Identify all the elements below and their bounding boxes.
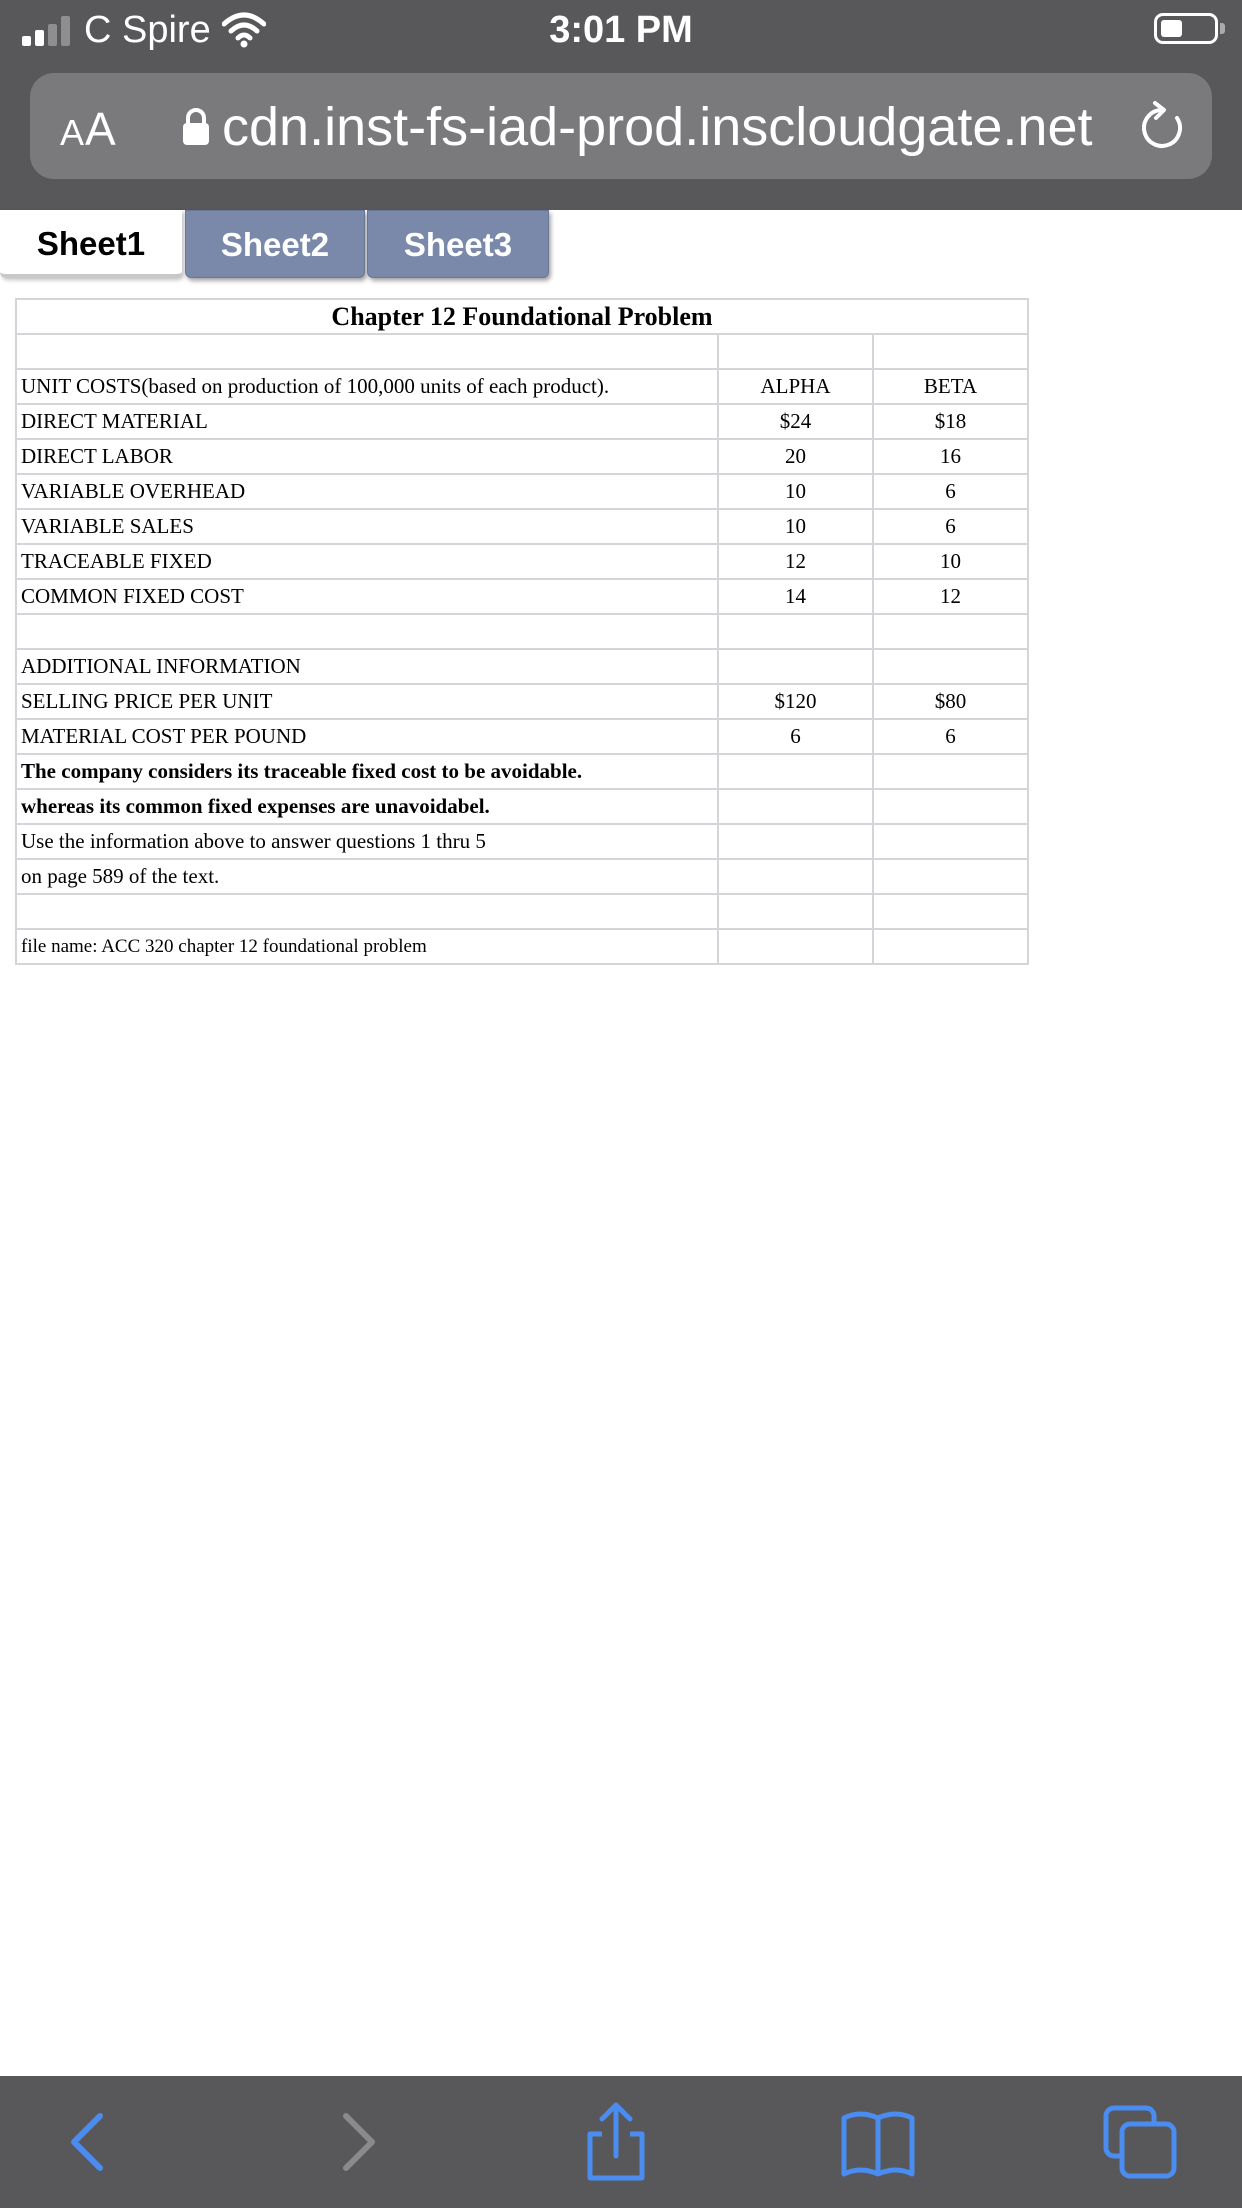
table-row	[16, 754, 1028, 789]
table-row	[16, 474, 1028, 509]
table-cell: ADDITIONAL INFORMATION	[16, 649, 718, 684]
table-cell	[718, 859, 873, 894]
table-row	[16, 614, 1028, 649]
table-row	[16, 929, 1028, 964]
lock-icon	[180, 107, 212, 147]
table-cell	[873, 334, 1028, 369]
aa-small-label: A	[60, 112, 86, 153]
table-cell	[718, 649, 873, 684]
table-row	[16, 509, 1028, 544]
column-header-alpha: ALPHA	[718, 369, 873, 404]
spreadsheet-table	[15, 298, 1029, 965]
sheet-tabs	[0, 210, 1242, 282]
table-cell: 10	[873, 544, 1028, 579]
table-cell	[873, 929, 1028, 964]
table-row	[16, 579, 1028, 614]
table-cell: The company considers its traceable fixed cost to be avoidable.	[16, 754, 718, 789]
bookmarks-icon[interactable]	[838, 2102, 918, 2182]
table-cell: 10	[718, 474, 873, 509]
table-cell: SELLING PRICE PER UNIT	[16, 684, 718, 719]
table-cell: $80	[873, 684, 1028, 719]
table-row	[16, 439, 1028, 474]
table-row	[16, 649, 1028, 684]
aa-big-label: A	[85, 103, 117, 155]
browser-toolbar	[0, 2076, 1242, 2208]
table-cell: MATERIAL COST PER POUND	[16, 719, 718, 754]
table-cell: UNIT COSTS(based on production of 100,000 units of each product).	[16, 369, 718, 404]
table-cell	[718, 824, 873, 859]
tab-sheet2[interactable]: Sheet2	[185, 210, 365, 278]
forward-icon[interactable]	[318, 2102, 398, 2182]
table-cell	[718, 754, 873, 789]
table-row	[16, 859, 1028, 894]
table-cell: COMMON FIXED COST	[16, 579, 718, 614]
table-cell	[718, 334, 873, 369]
table-cell: 14	[718, 579, 873, 614]
table-row	[16, 684, 1028, 719]
table-cell: $18	[873, 404, 1028, 439]
table-cell: DIRECT LABOR	[16, 439, 718, 474]
table-cell: 10	[718, 509, 873, 544]
battery-icon	[1154, 13, 1218, 44]
tab-sheet1[interactable]: Sheet1	[0, 210, 182, 278]
table-cell: 6	[718, 719, 873, 754]
table-cell: 6	[873, 719, 1028, 754]
table-cell	[873, 649, 1028, 684]
browser-chrome-top	[0, 0, 1242, 210]
table-cell	[16, 614, 718, 649]
carrier-name: C Spire	[84, 9, 211, 51]
clock: 3:01 PM	[549, 9, 693, 51]
url-text[interactable]: cdn.inst-fs-iad-prod.inscloudgate.net	[222, 97, 1093, 157]
reader-options-button[interactable]	[60, 102, 117, 156]
share-icon[interactable]	[576, 2102, 656, 2182]
table-cell	[873, 614, 1028, 649]
table-row	[16, 789, 1028, 824]
address-bar[interactable]	[30, 73, 1212, 179]
table-title-row	[16, 299, 1028, 334]
tab-sheet3[interactable]: Sheet3	[367, 210, 549, 278]
table-cell: VARIABLE SALES	[16, 509, 718, 544]
table-cell	[873, 894, 1028, 929]
column-header-beta: BETA	[873, 369, 1028, 404]
table-cell	[718, 894, 873, 929]
table-row	[16, 369, 1028, 404]
table-cell: whereas its common fixed expenses are unavoidabel.	[16, 789, 718, 824]
table-cell: 6	[873, 509, 1028, 544]
table-cell	[718, 929, 873, 964]
table-cell: 12	[718, 544, 873, 579]
table-cell	[873, 754, 1028, 789]
table-cell: 6	[873, 474, 1028, 509]
table-cell	[718, 614, 873, 649]
table-row	[16, 894, 1028, 929]
table-cell	[718, 789, 873, 824]
table-row	[16, 824, 1028, 859]
back-icon[interactable]	[48, 2102, 128, 2182]
table-cell: DIRECT MATERIAL	[16, 404, 718, 439]
table-cell: 20	[718, 439, 873, 474]
table-cell	[873, 859, 1028, 894]
table-cell	[16, 894, 718, 929]
sheet-title: Chapter 12 Foundational Problem	[16, 299, 1028, 334]
reload-icon[interactable]	[1138, 100, 1188, 154]
table-cell: Use the information above to answer questions 1 thru 5	[16, 824, 718, 859]
table-cell: TRACEABLE FIXED	[16, 544, 718, 579]
table-cell: 16	[873, 439, 1028, 474]
table-row	[16, 404, 1028, 439]
table-row	[16, 719, 1028, 754]
battery-nub	[1220, 23, 1225, 34]
table-cell: $120	[718, 684, 873, 719]
table-cell	[873, 824, 1028, 859]
table-cell: 12	[873, 579, 1028, 614]
table-row	[16, 544, 1028, 579]
table-cell: VARIABLE OVERHEAD	[16, 474, 718, 509]
table-row	[16, 334, 1028, 369]
table-cell: file name: ACC 320 chapter 12 foundational problem	[16, 929, 718, 964]
tabs-icon[interactable]	[1100, 2102, 1180, 2182]
table-cell	[16, 334, 718, 369]
table-cell	[873, 789, 1028, 824]
table-cell: on page 589 of the text.	[16, 859, 718, 894]
table-cell: $24	[718, 404, 873, 439]
status-bar	[0, 0, 1242, 62]
